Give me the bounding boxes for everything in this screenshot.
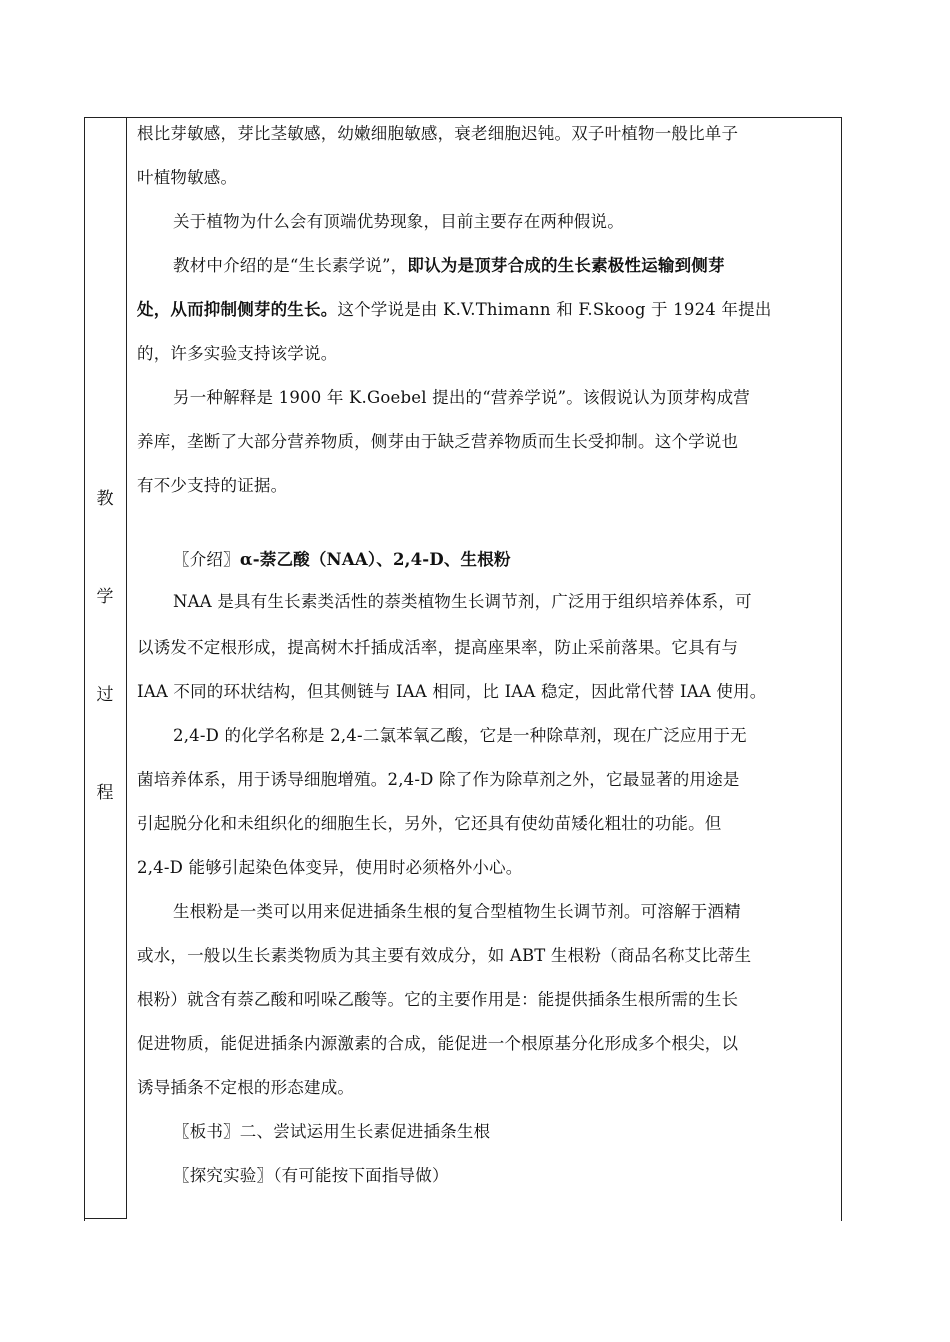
side-label-char: 程: [96, 783, 114, 803]
side-label-char: 教: [96, 489, 114, 509]
bold-text: α-萘乙酸（NAA）、2,4-D、生根粉: [239, 550, 511, 569]
experiment-heading: 〖探究实验〗（有可能按下面指导做）: [173, 1166, 449, 1185]
paragraph-line: 关于植物为什么会有顶端优势现象，目前主要存在两种假说。: [173, 212, 624, 231]
section-heading: [173, 549, 511, 571]
line-text: 这个学说是由 K.V.Thimann 和 F.Skoog 于 1924 年提出: [337, 300, 772, 319]
bold-text: 即认为是顶芽合成的生长素极性运输到侧芽: [407, 256, 725, 275]
paragraph-line: 有不少支持的证据。: [137, 476, 288, 495]
paragraph-line: 以诱发不定根形成，提高树木扦插成活率，提高座果率，防止采前落果。它具有与: [137, 638, 739, 657]
board-heading: 〖板书〗二、尝试运用生长素促进插条生根: [173, 1122, 491, 1141]
bold-text: 处，从而抑制侧芽的生长。: [137, 300, 338, 319]
paragraph-line: 养库，垄断了大部分营养物质，侧芽由于缺乏营养物质而生长受抑制。这个学说也: [137, 432, 739, 451]
paragraph-line: [173, 255, 725, 277]
paragraph-line: 根粉）就含有萘乙酸和吲哚乙酸等。它的主要作用是：能提供插条生根所需的生长: [137, 990, 739, 1009]
paragraph-line: 叶植物敏感。: [137, 168, 238, 187]
line-text: 〖介绍〗: [173, 550, 240, 569]
paragraph-line: 引起脱分化和未组织化的细胞生长，另外，它还具有使幼苗矮化粗壮的功能。但: [137, 814, 722, 833]
paragraph-line: [137, 299, 772, 321]
paragraph-line: 菌培养体系，用于诱导细胞增殖。2,4-D 除了作为除草剂之外，它最显著的用途是: [137, 770, 740, 789]
paragraph-line: IAA 不同的环状结构，但其侧链与 IAA 相同，比 IAA 稳定，因此常代替 IAA 使用。: [137, 682, 767, 701]
paragraph-line: 2,4-D 能够引起染色体变异，使用时必须格外小心。: [137, 858, 523, 877]
paragraph-line: 另一种解释是 1900 年 K.Goebel 提出的“营养学说”。该假说认为顶芽构成营: [173, 388, 750, 407]
side-label-char: 学: [96, 587, 114, 607]
line-text: 教材中介绍的是“生长素学说”，: [173, 256, 408, 275]
paragraph-line: 或水，一般以生长素类物质为其主要有效成分，如 ABT 生根粉（商品名称艾比蒂生: [137, 946, 752, 965]
lesson-table: [84, 117, 842, 1221]
paragraph-line: 根比芽敏感，芽比茎敏感，幼嫩细胞敏感，衰老细胞迟钝。双子叶植物一般比单子: [137, 124, 739, 143]
paragraph-line: 诱导插条不定根的形态建成。: [137, 1078, 355, 1097]
paragraph-line: 的，许多实验支持该学说。: [137, 344, 338, 363]
side-label-char: 过: [96, 685, 114, 705]
paragraph-line: 促进物质，能促进插条内源激素的合成，能促进一个根原基分化形成多个根尖，以: [137, 1034, 739, 1053]
paragraph-line: NAA 是具有生长素类活性的萘类植物生长调节剂，广泛用于组织培养体系，可: [173, 592, 752, 611]
paragraph-line: 2,4-D 的化学名称是 2,4-二氯苯氧乙酸，它是一种除草剂，现在广泛应用于无: [173, 726, 747, 745]
paragraph-line: 生根粉是一类可以用来促进插条生根的复合型植物生长调节剂。可溶解于酒精: [173, 902, 741, 921]
side-label-column: [84, 117, 127, 1219]
